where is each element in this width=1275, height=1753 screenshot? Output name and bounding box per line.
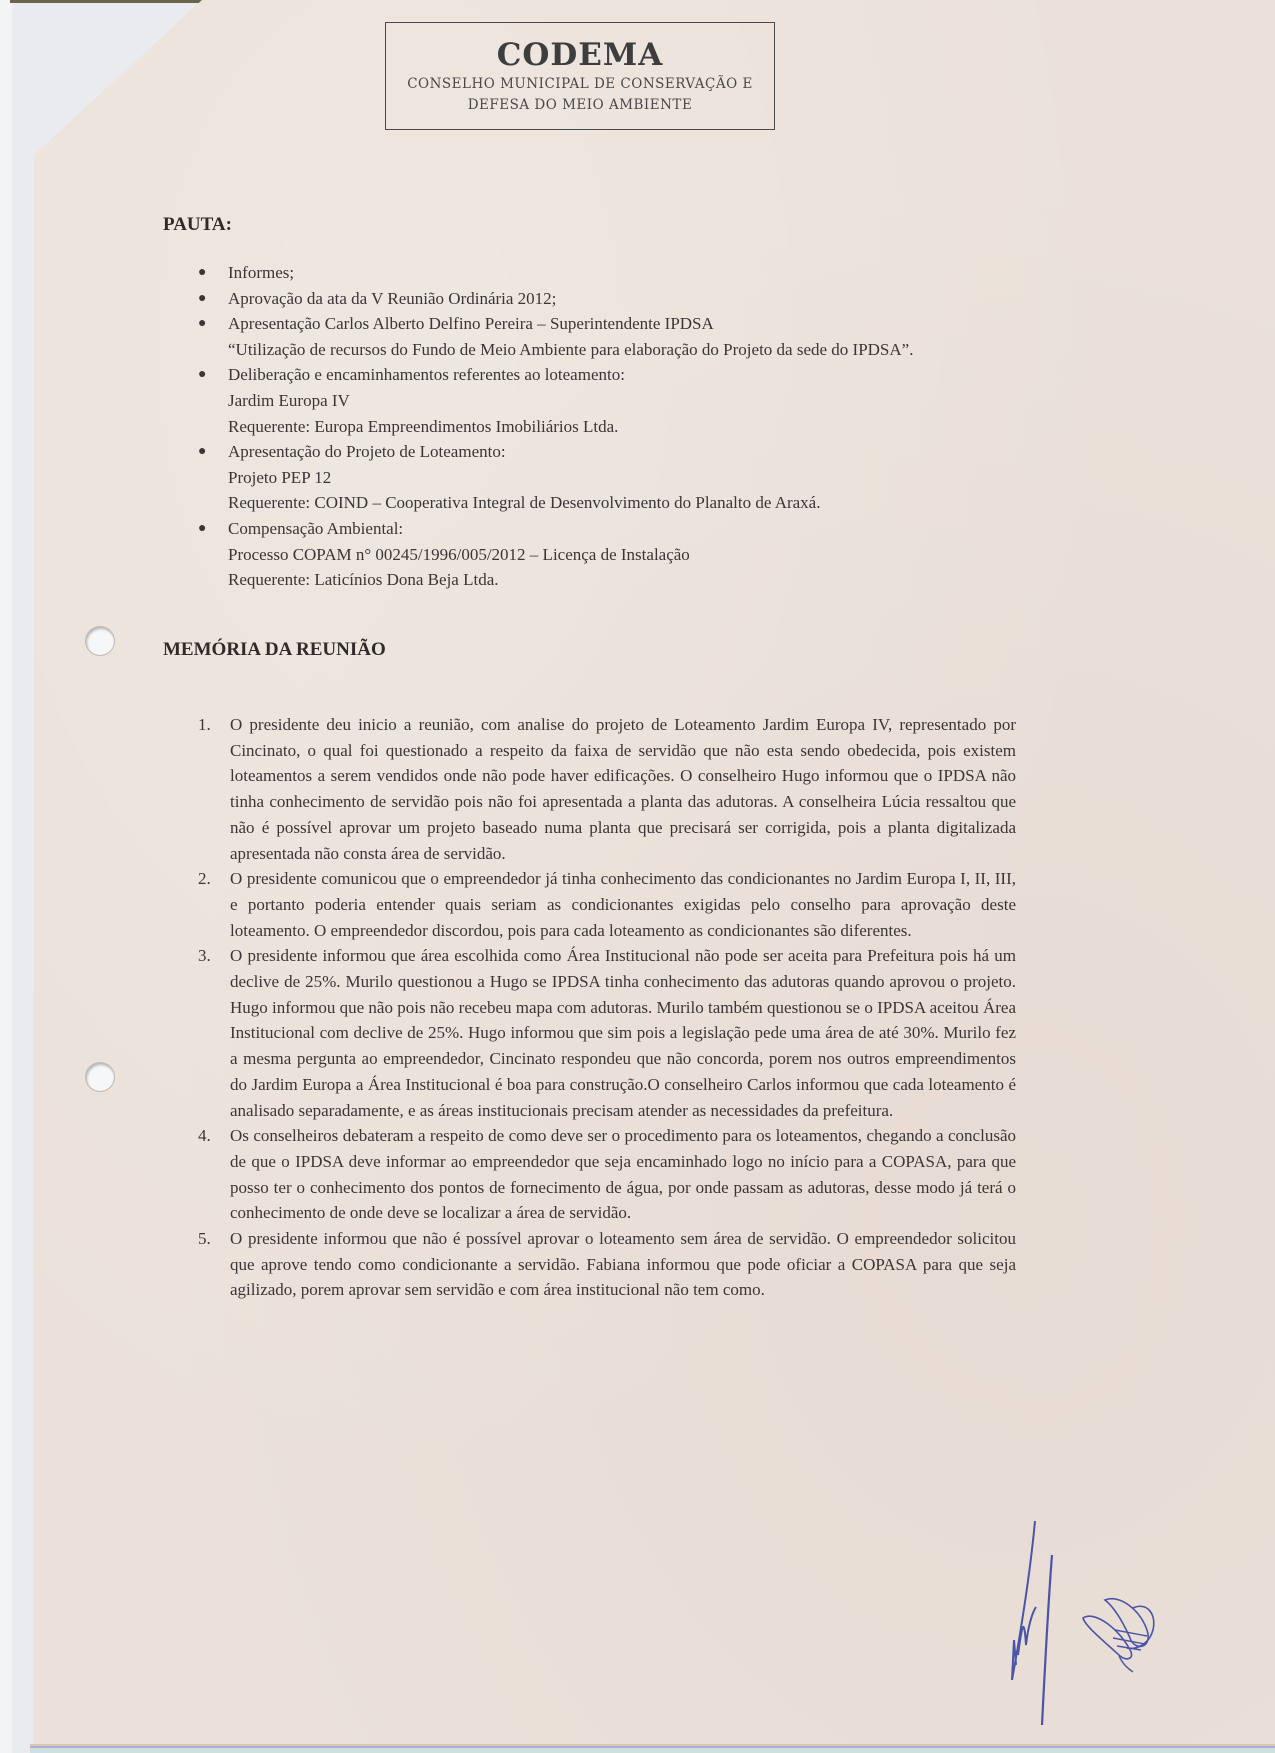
minutes-item-number: 4. [198, 1126, 211, 1146]
minutes-item-text: O presidente informou que não é possível aprovar o loteamento sem área de servidão. O empreendedor solicitou que aprove tendo como condicionante a servidão. Fabiana informou que pode oficiar a COPASA para que seja agilizado, porem aprovar sem servidão e com área institucional não tem como. [230, 1229, 1016, 1300]
memoria-heading: MEMÓRIA DA REUNIÃO [163, 639, 386, 660]
agenda-item [198, 516, 1098, 593]
minutes-item-text: O presidente deu inicio a reunião, com analise do projeto de Loteamento Jardim Europa IV, representado por Cincinato, o qual foi questionado a respeito da faixa de servidão que não esta sendo obedecida, pois existem loteamentos a serem vendidos onde não pode haver edificações. O conselheiro Hugo informou que o IPDSA não tinha conhecimento de servidão pois não foi apresentada a planta das adutoras. A conselheira Lúcia ressaltou que não é possível aprovar um projeto baseado numa planta que precisará ser corrigida, pois a planta digitalizada apresentada não consta área de servidão. [230, 715, 1016, 863]
agenda-item-text: Deliberação e encaminhamentos referentes ao loteamento: [228, 365, 625, 385]
org-full-name-line-2: DEFESA DO MEIO AMBIENTE [467, 97, 693, 113]
minutes-item [198, 943, 1016, 1123]
pauta-heading: PAUTA: [163, 214, 232, 235]
scan-margin [0, 0, 12, 1753]
agenda-item [198, 439, 1098, 516]
bullet-icon: ● [198, 367, 207, 383]
minutes-item-number: 1. [198, 715, 211, 734]
letterhead-box [385, 22, 775, 130]
minutes-item-text: O presidente informou que área escolhida como Área Institucional não pode ser aceita para Prefeitura pois há um declive de 25%. Murilo questionou a Hugo se IPDSA tinha conhecimento das adutoras quando aprovou o projeto. Hugo informou que não pois não recebeu mapa com adutoras. Murilo também questionou se o IPDSA aceitou Área Institucional com declive de 25%. Hugo informou que sim pois a legislação pede uma área de até 30%. Murilo fez a mesma pergunta ao empreendedor, Cincinato respondeu que não concorda, porem nos outros empreendimentos do Jardim Europa a Área Institucional é boa para construção.O conselheiro Carlos informou que cada loteamento é analisado separadamente, e as áreas institucionais precisam atender as necessidades da prefeitura. [230, 946, 1016, 1120]
org-full-name-line-1: CONSELHO MUNICIPAL DE CONSERVAÇÃO E [407, 76, 753, 92]
minutes-item-number: 2. [198, 869, 211, 889]
agenda-item-detail: Requerente: COIND – Cooperativa Integral de Desenvolvimento do Planalto de Araxá. [228, 493, 821, 513]
minutes-list [198, 712, 1016, 1303]
agenda-item-text: Apresentação Carlos Alberto Delfino Pereira – Superintendente IPDSA [228, 314, 714, 334]
agenda-item-text: Aprovação da ata da V Reunião Ordinária 2012; [228, 288, 557, 308]
punch-hole [86, 627, 114, 655]
agenda-item [198, 362, 1098, 439]
bullet-icon: ● [198, 265, 207, 280]
agenda-item-text: Compensação Ambiental: [228, 518, 404, 538]
agenda-item [198, 311, 1098, 362]
agenda-item-detail: Jardim Europa IV [228, 390, 350, 410]
agenda-item-detail: Projeto PEP 12 [228, 467, 332, 487]
agenda-item-text: Informes; [228, 263, 295, 282]
minutes-item-number: 5. [198, 1229, 211, 1249]
org-acronym: CODEMA [496, 37, 664, 73]
bullet-icon: ● [198, 444, 207, 460]
minutes-item [198, 866, 1016, 943]
agenda-list [198, 260, 1098, 593]
agenda-item-detail: “Utilização de recursos do Fundo de Meio Ambiente para elaboração do Projeto da sede do IPDSA”. [228, 339, 914, 359]
agenda-item [198, 286, 1098, 312]
signature-2 [1075, 1590, 1165, 1680]
agenda-item-detail: Processo COPAM n° 00245/1996/005/2012 – Licença de Instalação [228, 544, 690, 564]
scan-bottom-edge [30, 1744, 1275, 1753]
agenda-item [198, 260, 1098, 286]
minutes-item-number: 3. [198, 946, 211, 966]
agenda-item-text: Apresentação do Projeto de Loteamento: [228, 442, 506, 462]
minutes-item [198, 1226, 1016, 1303]
agenda-item-detail: Requerente: Laticínios Dona Beja Ltda. [228, 570, 499, 590]
agenda-item-detail: Requerente: Europa Empreendimentos Imobiliários Ltda. [228, 416, 619, 436]
punch-hole [86, 1063, 114, 1091]
minutes-item-text: Os conselheiros debateram a respeito de como deve ser o procedimento para os loteamentos, chegando a conclusão de que o IPDSA deve informar ao empreendedor que seja encaminhado logo no início para a COPASA, para que posso ter o conhecimento dos pontos de fornecimento de água, por onde passam as adutoras, desse modo já terá o conhecimento de onde deve se localizar a área de servidão. [230, 1126, 1016, 1223]
minutes-item [198, 1123, 1016, 1226]
minutes-item-text: O presidente comunicou que o empreendedor já tinha conhecimento das condicionantes no Jardim Europa I, II, III, e portanto poderia entender quais seriam as condicionantes exigidas pelo conselho para aprovação deste loteamento. O empreendedor discordou, pois para cada loteamento as condicionantes são diferentes. [230, 869, 1016, 940]
bullet-icon: ● [198, 520, 207, 536]
bullet-icon: ● [198, 290, 207, 306]
bullet-icon: ● [198, 316, 207, 332]
signature-1 [1000, 1515, 1070, 1735]
minutes-item [198, 712, 1016, 866]
